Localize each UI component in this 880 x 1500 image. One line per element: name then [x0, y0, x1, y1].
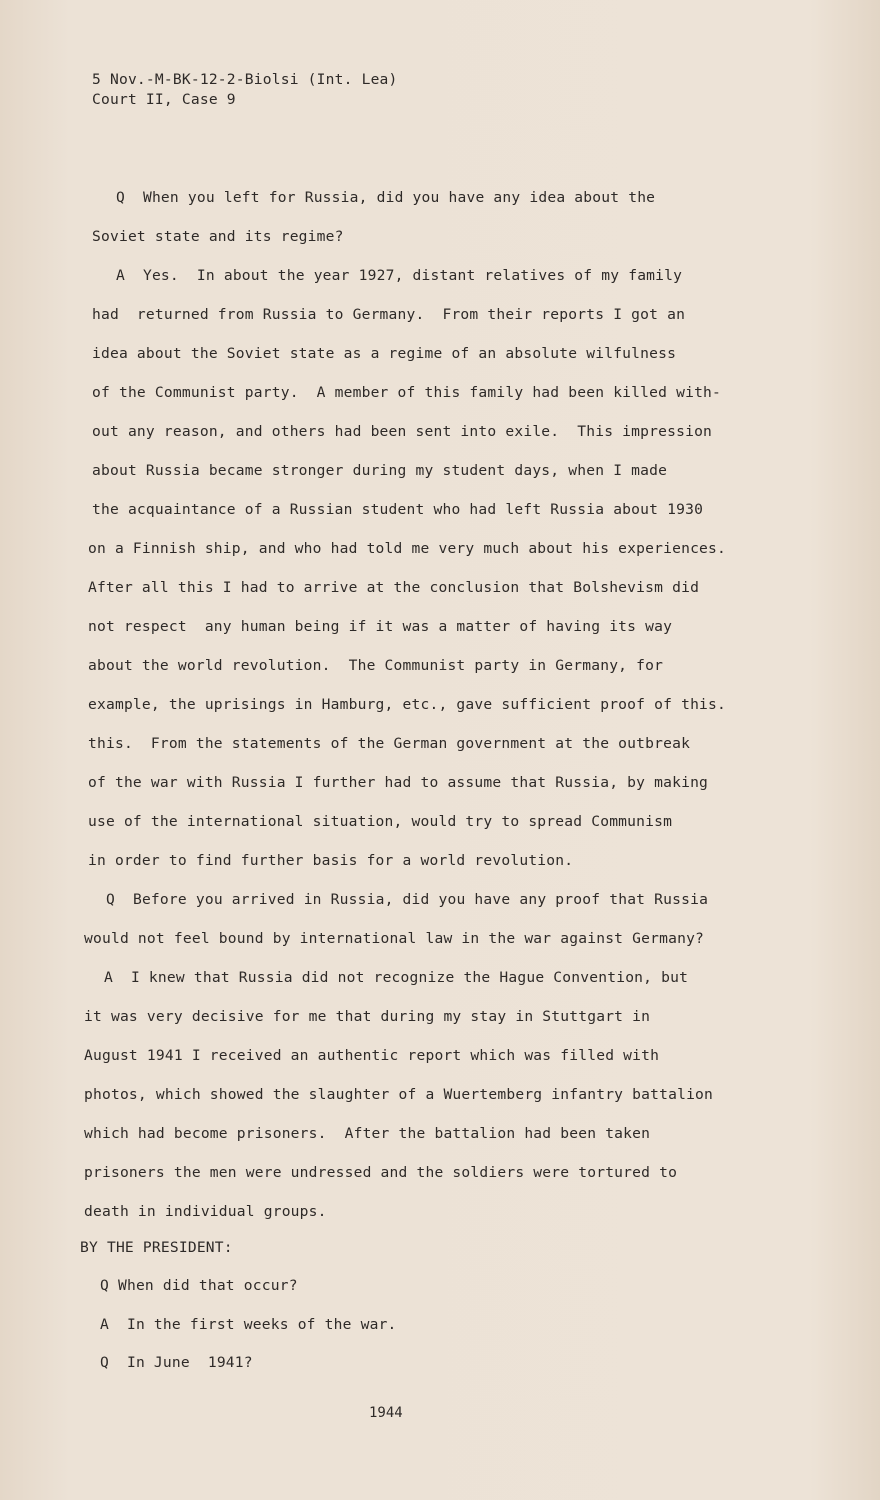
text-line: this. From the statements of the German government at the outbreak	[88, 735, 691, 752]
text-line: not respect any human being if it was a matter of having its way	[88, 618, 673, 635]
text-line: Q When you left for Russia, did you have any idea about the	[116, 189, 656, 206]
text-line: death in individual groups.	[84, 1203, 327, 1220]
text-line: example, the uprisings in Hamburg, etc., gave sufficient proof of this.	[88, 696, 727, 713]
text-line: use of the international situation, would try to spread Communism	[88, 813, 673, 830]
text-line: A Yes. In about the year 1927, distant relatives of my family	[116, 267, 683, 284]
text-line: photos, which showed the slaughter of a Wuertemberg infantry battalion	[84, 1086, 714, 1103]
text-line: Q When did that occur?	[100, 1277, 298, 1294]
text-line: Q Before you arrived in Russia, did you have any proof that Russia	[106, 891, 709, 908]
text-line: of the war with Russia I further had to assume that Russia, by making	[88, 774, 709, 791]
header-court: Court II, Case 9	[92, 91, 236, 108]
header-case-reference: 5 Nov.-M-BK-12-2-Biolsi (Int. Lea)	[92, 71, 398, 88]
text-line: on a Finnish ship, and who had told me very much about his experiences.	[88, 540, 727, 557]
text-line: would not feel bound by international law in the war against Germany?	[84, 930, 705, 947]
section-heading-by-the-president: BY THE PRESIDENT:	[80, 1239, 233, 1256]
text-line: Q In June 1941?	[100, 1354, 253, 1371]
text-line: had returned from Russia to Germany. From their reports I got an	[92, 306, 686, 323]
page-number: 1944	[369, 1405, 403, 1421]
text-line: about the world revolution. The Communist party in Germany, for	[88, 657, 664, 674]
text-line: the acquaintance of a Russian student who had left Russia about 1930	[92, 501, 704, 518]
text-line: out any reason, and others had been sent into exile. This impression	[92, 423, 713, 440]
text-line: August 1941 I received an authentic report which was filled with	[84, 1047, 660, 1064]
text-line: A In the first weeks of the war.	[100, 1316, 397, 1333]
text-line: it was very decisive for me that during my stay in Stuttgart in	[84, 1008, 651, 1025]
text-line: in order to find further basis for a world revolution.	[88, 852, 574, 869]
text-line: about Russia became stronger during my student days, when I made	[92, 462, 668, 479]
text-line: idea about the Soviet state as a regime of an absolute wilfulness	[92, 345, 677, 362]
text-line: of the Communist party. A member of this family had been killed with-	[92, 384, 722, 401]
text-line: Soviet state and its regime?	[92, 228, 344, 245]
text-line: which had become prisoners. After the battalion had been taken	[84, 1125, 651, 1142]
text-line: After all this I had to arrive at the conclusion that Bolshevism did	[88, 579, 700, 596]
text-line: prisoners the men were undressed and the soldiers were tortured to	[84, 1164, 678, 1181]
text-line: A I knew that Russia did not recognize the Hague Convention, but	[104, 969, 689, 986]
